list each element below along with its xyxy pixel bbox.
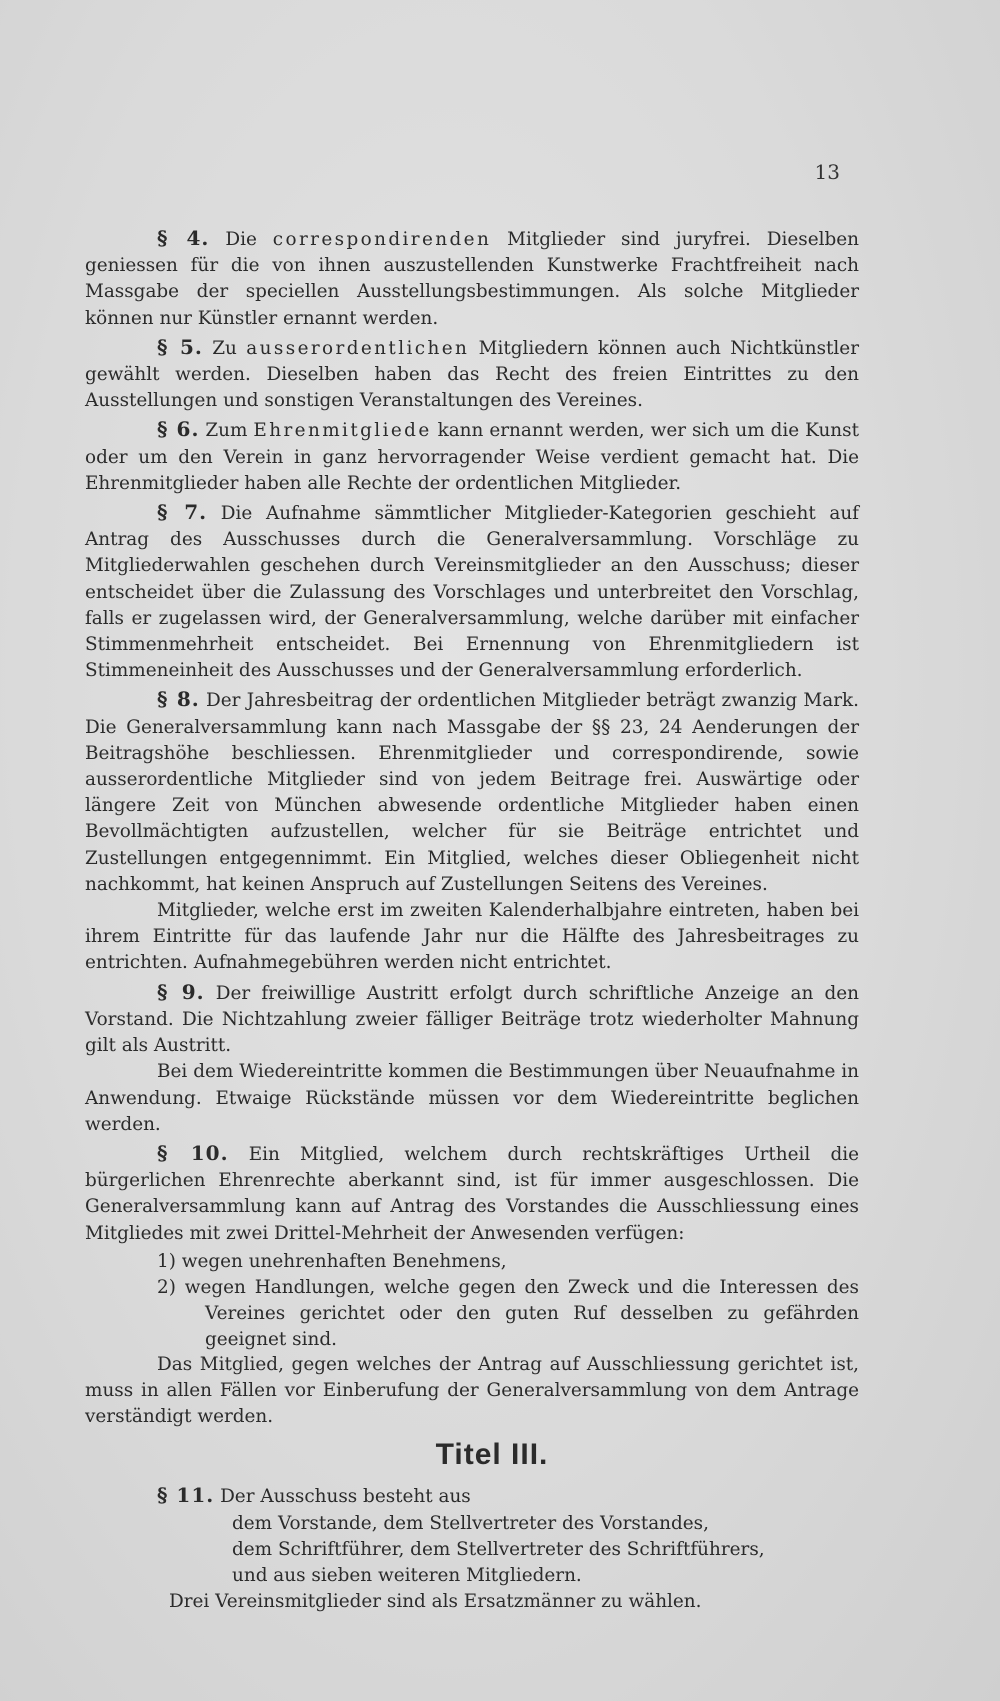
section-mark: § 10. [157,1140,229,1165]
committee-line: und aus sieben weiteren Mitgliedern. [232,1564,582,1586]
section-6: § 6. Zum Ehrenmitgliede kann ernannt werden, wer sich um die Kunst oder um den Verein in ganz hervorragender Weise verdient gemacht hat. Die Ehrenmitglieder haben alle Rechte der ordentlichen Mitglieder. [85,417,859,494]
section-mark: § 9. [157,979,205,1004]
emphasized-term: correspondirenden [272,229,492,250]
committee-line: dem Schriftführer, dem Stellvertreter des Schriftführers, [232,1538,765,1560]
section-9-continued: Bei dem Wiedereintritte kommen die Bestimmungen über Neuaufnahme in Anwendung. Etwaige Rückstände müssen vor dem Wiedereintritte beglichen werden. [85,1061,859,1135]
section-10: § 10. Ein Mitglied, welchem durch rechtskräftiges Urtheil die bürgerlichen Ehrenrechte aberkannt sind, ist für immer ausgeschlossen. Die Generalversammlung kann auf Antrag des Vorstandes die Ausschliessung eines Mitgliedes mit zwei Drittel-Mehrheit der Anwesenden verfügen: [85,1140,859,1244]
page-number: 13 [814,160,840,184]
section-mark: § 6. [157,417,200,442]
section-11-final: Drei Vereinsmitglieder sind als Ersatzmänner zu wählen. [169,1591,702,1613]
section-9: § 9. Der freiwillige Austritt erfolgt durch schriftliche Anzeige an den Vorstand. Die Nichtzahlung zweier fälliger Beiträge trotz wiederholter Mahnung gilt als Austritt. [85,979,859,1057]
section-8-continued: Mitglieder, welche erst im zweiten Kalenderhalbjahre eintreten, haben bei ihrem Eintritte für das laufende Jahr nur die Hälfte des Jahresbeitrages zu entrichten. Aufnahmegebühren werden nicht entrichtet. [85,900,859,974]
section-mark: § 11. [157,1483,215,1508]
emphasized-term: Ehrenmitgliede [253,420,432,442]
committee-line: dem Vorstande, dem Stellvertreter des Vorstandes, [232,1512,709,1534]
section-mark: § 8. [157,687,200,712]
section-mark: § 4. [157,226,210,250]
list-item: 1) wegen unehrenhaften Benehmens, [157,1250,507,1272]
section-4: § 4. Die correspondirenden Mitglieder sind juryfrei. Dieselben geniessen für die von ihnen auszustellenden Kunstwerke Frachtfreiheit nach Massgabe der speciellen Ausstellungsbestimmungen. Als solche Mitglieder können nur Künstler ernannt werden. [85,226,859,329]
section-10-continued: Das Mitglied, gegen welches der Antrag auf Ausschliessung gerichtet ist, muss in allen Fällen vor Einberufung der Generalversammlung von dem Antrage verständigt werden. [85,1353,859,1427]
document-body [85,225,859,1615]
emphasized-term: ausserordentlichen [246,337,470,359]
section-8: § 8. Der Jahresbeitrag der ordentlichen Mitglieder beträgt zwanzig Mark. Die Generalversammlung kann nach Massgabe der §§ 23, 24 Aenderungen der Beitragshöhe beschliessen. Ehrenmitglieder und correspondirende, sowie ausserordentliche Mitglieder sind von jedem Beitrage frei. Auswärtige oder längere Zeit von München abwesende ordentliche Mitglieder haben einen Bevollmächtigten aufzustellen, welcher für sie Beiträge entrichtet und Zustellungen entgegennimmt. Ein Mitglied, welches dieser Obliegenheit nicht nachkommt, hat keinen Anspruch auf Zustellungen Seitens des Vereines. [85,687,859,895]
section-mark: § 7. [157,500,208,525]
section-mark: § 5. [157,334,203,359]
section-11: § 11. Der Ausschuss besteht aus dem Vorstande, dem Stellvertreter des Vorstandes, dem Schriftführer, dem Stellvertreter des Schriftführers, und aus sieben weiteren Mitgliedern. [85,1482,859,1589]
list-item: 2) wegen Handlungen, welche gegen den Zweck und die Interessen des Vereines gerichtet oder den guten Ruf desselben zu gefährden geeignet sind. [157,1276,859,1351]
section-5: § 5. Zu ausserordentlichen Mitgliedern können auch Nichtkünstler gewählt werden. Dieselben haben das Recht des freien Eintrittes zu den Ausstellungen und sonstigen Veranstaltungen des Vereines. [85,334,859,412]
section-7: § 7. Die Aufnahme sämmtlicher Mitglieder-Kategorien geschieht auf Antrag des Ausschusses durch die Generalversammlung. Vorschläge zu Mitgliederwahlen geschehen durch Vereinsmitglieder an den Ausschuss; dieser entscheidet über die Zulassung des Vorschlages und unterbreitet den Vorschlag, falls er zugelassen wird, der Generalversammlung, welche darüber mit einfacher Stimmenmehrheit entscheidet. Bei Ernennung von Ehrenmitgliedern ist Stimmeneinheit des Ausschusses und der Generalversammlung erforderlich. [85,500,859,682]
section-title: Titel III. [435,1438,549,1472]
